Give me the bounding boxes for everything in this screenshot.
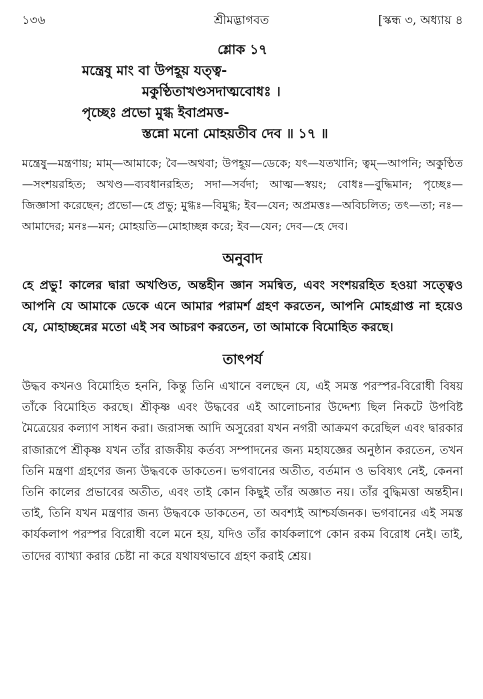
translation-title: অনুবাদ [222,251,263,267]
verse-line: মন্ত্রেষু মাং বা উপহূয় যত্ত্ব- [82,63,228,79]
verse-heading: শ্লোক ১৭ [217,42,268,58]
purport-paragraph: উদ্ধব কখনও বিমোহিত হননি, কিন্তু তিনি এখানে বলছেন যে, এই সমস্ত পরস্পর-বিরোধী বিষয় তাঁকে বিমোহিত করছে। শ্রীকৃষ্ণ এবং উদ্ধবের এই আলোচনার উদ্দেশ্য ছিল নিকটে উপবিষ্ট মৈত্রেয়ের কল্যাণ সাধন করা। জরাসন্ধ আদি অসুরেরা যখন নগরী আক্রমণ করেছিল এবং দ্বারকার রাজারূপে শ্রীকৃষ্ণ যখন তাঁর রাজকীয় কর্তব্য সম্পাদনের জন্য মহাযজ্ঞের অনুষ্ঠান করতেন, তখন তিনি মন্ত্রণা গ্রহণের জন্য উদ্ধবকে ডাকতেন। ভগবানের অতীত, বর্তমান ও ভবিষ্যৎ নেই, কেননা তিনি কালের প্রভাবের অতীত, এবং তাই কোন কিছুই তাঁর অজ্ঞাত নয়। তাঁর বুদ্ধিমত্তা অন্তহীন। তাই, তিনি যখন মন্ত্রণার জন্য উদ্ধবকে ডাকতেন, তা অবশ্যই আশ্চর্যজনক। ভগবানের এই সমস্ত কার্যকলাপ পরস্পর বিরোধী বলে মনে হয়, যদিও তাঁর কার্যকলাপে কোন রকম বিরোধ নেই। তাই, তাদের ব্যাখ্যা করার চেষ্টা না করে যথাযথভাবে গ্রহণ করাই শ্রেয়। [22,379,463,563]
page-number: ১৩৬ [22,13,46,27]
book-title: শ্রীমদ্ভাগবত [213,13,269,27]
verse-line: পৃচ্ছেঃ প্রভো মুগ্ধ ইবাপ্রমত্ত- [82,105,230,121]
verse-block [22,40,463,145]
verse-line: মকুণ্ঠিতাখণ্ডসদাত্মবোধঃ । [142,84,281,100]
translation-paragraph: হে প্রভু! কালের দ্বারা অখণ্ডিত, অন্তহীন জ্ঞান সমন্বিত, এবং সংশয়রহিত হওয়া সত্ত্বেও আপনি যে আমাকে ডেকে এনে আমার পরামর্শ গ্রহণ করতেন, আপনি মোহগ্রাপ্ত না হয়েও যে, মোহাচ্ছন্নের মতো এই সব আচরণ করতেন, তা আমাকে বিমোহিত করছে। [22,278,463,334]
chapter-reference: [স্কন্ধ ৩, অধ্যায় ৪ [378,13,463,27]
purport-title: তাৎপর্য [222,352,263,368]
verse-line: স্তন্নো মনো মোহয়তীব দেব ॥ ১৭ ॥ [142,126,329,142]
synonyms-paragraph: মন্ত্রেষু—মন্ত্রণায়; মাম্—আমাকে; বৈ—অথবা; উপহূয়—ডেকে; যৎ—যতখানি; ত্বম্—আপনি; অকুণ্ঠিত—সংশয়রহিত; অখণ্ড—ব্যবধানরহিত; সদা—সর্বদা; আত্ম—স্বয়ং; বোধঃ—বুদ্ধিমান; পৃচ্ছেঃ—জিজ্ঞাসা করেছেন; প্রভো—হে প্রভু; মুগ্ধঃ—বিমুগ্ধ; ইব—যেন; অপ্রমত্তঃ—অবিচলিত; তৎ—তা; নঃ—আমাদের; মনঃ—মন; মোহয়তি—মোহাচ্ছন্ন করে; ইব—যেন; দেব—হে দেব। [22,157,463,233]
